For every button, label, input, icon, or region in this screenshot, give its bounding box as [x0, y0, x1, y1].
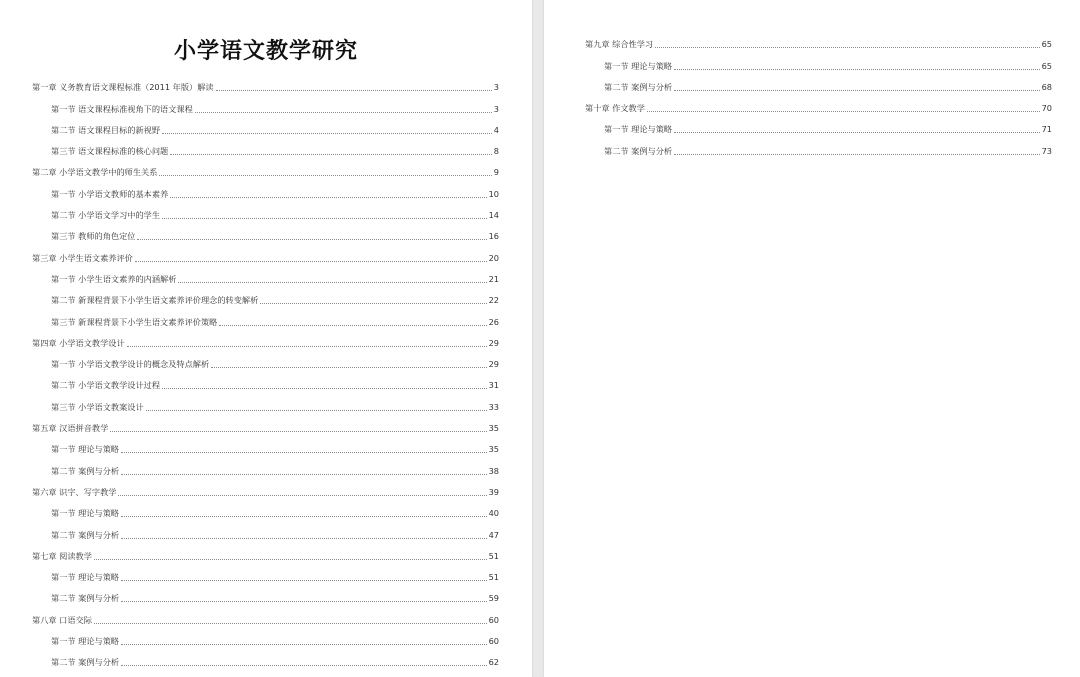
toc-entry-label: 第六章 识字、写字教学: [32, 486, 117, 497]
toc-entry-page-number: 65: [1041, 39, 1052, 50]
toc-dot-leader: [674, 90, 1039, 91]
toc-entry-page-number: 4: [493, 124, 499, 135]
toc-entry-label: 第一节 理论与策略: [51, 508, 120, 519]
document-title: 小学语文教学研究: [173, 38, 358, 64]
toc-dot-leader: [162, 388, 487, 389]
toc-entry-label: 第一节 小学语文教师的基本素养: [51, 188, 169, 199]
toc-entry-section[interactable]: [32, 498, 499, 519]
toc-dot-leader: [135, 261, 487, 262]
toc-entry-label: 第二节 新课程背景下小学生语文素养评价理念的转变解析: [51, 295, 259, 306]
toc-entry-label: 第二节 语文课程目标的新视野: [51, 124, 161, 135]
toc-dot-leader: [137, 239, 486, 240]
toc-dot-leader: [219, 325, 486, 326]
toc-dot-leader: [159, 175, 491, 176]
toc-entry-page-number: 60: [488, 636, 499, 647]
toc-entry-page-number: 31: [488, 380, 499, 391]
toc-dot-leader: [216, 90, 492, 91]
toc-entry-section[interactable]: [32, 626, 499, 647]
toc-dot-leader: [674, 154, 1039, 155]
toc-entry-label: 第一节 理论与策略: [604, 60, 673, 71]
toc-entry-label: 第三章 小学生语文素养评价: [32, 252, 133, 263]
toc-entry-page-number: 39: [488, 486, 499, 497]
toc-dot-leader: [121, 474, 486, 475]
toc-entry-chapter[interactable]: [32, 242, 499, 263]
toc-entry-section[interactable]: [32, 370, 499, 391]
toc-dot-leader: [647, 111, 1040, 112]
toc-entry-label: 第一节 理论与策略: [604, 124, 673, 135]
toc-entry-section[interactable]: [585, 114, 1052, 135]
toc-entry-page-number: 29: [488, 359, 499, 370]
toc-entry-page-number: 38: [488, 465, 499, 476]
toc-entry-label: 第九章 综合性学习: [585, 39, 654, 50]
toc-entry-page-number: 60: [488, 614, 499, 625]
toc-entry-page-number: 65: [1041, 60, 1052, 71]
toc-dot-leader: [146, 410, 487, 411]
toc-dot-leader: [127, 346, 487, 347]
toc-entry-label: 第一节 语文课程标准视角下的语文课程: [51, 103, 193, 114]
toc-entry-page-number: 47: [488, 529, 499, 540]
toc-entry-page-number: 9: [493, 167, 499, 178]
toc-entry-label: 第三节 新课程背景下小学生语文素养评价策略: [51, 316, 218, 327]
toc-entry-section[interactable]: [32, 391, 499, 412]
toc-entry-page-number: 51: [488, 572, 499, 583]
toc-dot-leader: [674, 132, 1039, 133]
toc-entry-page-number: 3: [493, 82, 499, 93]
toc-entry-label: 第二节 案例与分析: [51, 593, 120, 604]
toc-entry-page-number: 20: [488, 252, 499, 263]
toc-entry-label: 第八章 口语交际: [32, 614, 92, 625]
toc-dot-leader: [211, 367, 486, 368]
toc-entry-section[interactable]: [32, 264, 499, 285]
toc-entry-page-number: 10: [488, 188, 499, 199]
toc-entry-section[interactable]: [32, 647, 499, 668]
toc-dot-leader: [162, 133, 492, 134]
toc-entry-label: 第二节 小学语文教学设计过程: [51, 380, 161, 391]
toc-entry-label: 第七章 阅读教学: [32, 550, 92, 561]
toc-entry-label: 第一节 理论与策略: [51, 636, 120, 647]
toc-entry-page-number: 51: [488, 550, 499, 561]
toc-entry-label: 第二节 案例与分析: [51, 529, 120, 540]
toc-entry-page-number: 71: [1041, 124, 1052, 135]
toc-entry-chapter[interactable]: [585, 93, 1052, 114]
table-of-contents-right: [585, 29, 1052, 157]
toc-entry-label: 第二节 案例与分析: [51, 465, 120, 476]
toc-entry-page-number: 22: [488, 295, 499, 306]
toc-entry-label: 第一章 义务教育语文课程标准（2011 年版）解读: [32, 82, 214, 93]
toc-entry-section[interactable]: [32, 562, 499, 583]
toc-entry-page-number: 35: [488, 423, 499, 434]
toc-entry-section[interactable]: [32, 583, 499, 604]
toc-entry-chapter[interactable]: [32, 413, 499, 434]
toc-entry-chapter[interactable]: [32, 157, 499, 178]
toc-entry-label: 第一节 小学语文教学设计的概念及特点解析: [51, 359, 210, 370]
toc-entry-page-number: 73: [1041, 145, 1052, 156]
toc-dot-leader: [121, 516, 486, 517]
toc-entry-section[interactable]: [32, 349, 499, 370]
toc-entry-chapter[interactable]: [32, 541, 499, 562]
toc-entry-label: 第二节 案例与分析: [604, 81, 673, 92]
toc-entry-page-number: 35: [488, 444, 499, 455]
toc-dot-leader: [94, 559, 487, 560]
toc-entry-page-number: 3: [493, 103, 499, 114]
toc-entry-chapter[interactable]: [32, 477, 499, 498]
toc-dot-leader: [118, 495, 486, 496]
toc-entry-section[interactable]: [32, 178, 499, 199]
toc-entry-chapter[interactable]: [32, 328, 499, 349]
toc-entry-page-number: 40: [488, 508, 499, 519]
toc-entry-section[interactable]: [32, 136, 499, 157]
toc-dot-leader: [260, 303, 486, 304]
toc-entry-section[interactable]: [32, 93, 499, 114]
toc-entry-label: 第三节 教师的角色定位: [51, 231, 136, 242]
toc-dot-leader: [178, 282, 486, 283]
toc-dot-leader: [655, 47, 1039, 48]
toc-entry-section[interactable]: [32, 434, 499, 455]
toc-entry-section[interactable]: [32, 200, 499, 221]
toc-dot-leader: [170, 154, 492, 155]
toc-dot-leader: [121, 601, 486, 602]
toc-entry-label: 第四章 小学语文教学设计: [32, 337, 125, 348]
toc-entry-label: 第二章 小学语文教学中的师生关系: [32, 167, 158, 178]
toc-entry-label: 第一节 理论与策略: [51, 444, 120, 455]
toc-entry-page-number: 21: [488, 273, 499, 284]
toc-dot-leader: [674, 69, 1039, 70]
table-of-contents-left: [32, 72, 499, 668]
toc-dot-leader: [170, 197, 486, 198]
toc-entry-page-number: 8: [493, 146, 499, 157]
toc-entry-label: 第五章 汉语拼音教学: [32, 423, 109, 434]
toc-entry-page-number: 14: [488, 210, 499, 221]
toc-dot-leader: [110, 431, 486, 432]
toc-dot-leader: [94, 623, 487, 624]
toc-entry-chapter[interactable]: [585, 29, 1052, 50]
toc-entry-label: 第一节 理论与策略: [51, 572, 120, 583]
toc-entry-section[interactable]: [585, 50, 1052, 71]
toc-dot-leader: [121, 580, 486, 581]
toc-entry-page-number: 59: [488, 593, 499, 604]
toc-entry-label: 第十章 作文教学: [585, 103, 645, 114]
toc-entry-chapter[interactable]: [32, 604, 499, 625]
toc-entry-label: 第三节 小学语文教案设计: [51, 401, 144, 412]
toc-entry-label: 第一节 小学生语文素养的内涵解析: [51, 273, 177, 284]
toc-entry-label: 第二节 小学语文学习中的学生: [51, 210, 161, 221]
toc-entry-page-number: 33: [488, 401, 499, 412]
toc-entry-section[interactable]: [32, 306, 499, 327]
toc-entry-section[interactable]: [32, 285, 499, 306]
toc-entry-label: 第三节 语文课程标准的核心问题: [51, 146, 169, 157]
toc-entry-page-number: 62: [488, 657, 499, 668]
toc-entry-page-number: 26: [488, 316, 499, 327]
toc-entry-page-number: 68: [1041, 81, 1052, 92]
toc-dot-leader: [162, 218, 487, 219]
toc-entry-section[interactable]: [32, 115, 499, 136]
toc-entry-section[interactable]: [585, 72, 1052, 93]
toc-entry-section[interactable]: [585, 135, 1052, 156]
toc-dot-leader: [121, 452, 486, 453]
toc-dot-leader: [121, 644, 486, 645]
toc-dot-leader: [195, 112, 492, 113]
toc-dot-leader: [121, 538, 486, 539]
toc-entry-page-number: 70: [1041, 103, 1052, 114]
toc-entry-chapter[interactable]: [32, 72, 499, 93]
toc-dot-leader: [121, 665, 486, 666]
toc-entry-section[interactable]: [32, 519, 499, 540]
toc-entry-section[interactable]: [32, 455, 499, 476]
toc-entry-label: 第二节 案例与分析: [604, 145, 673, 156]
toc-entry-page-number: 29: [488, 337, 499, 348]
toc-entry-label: 第二节 案例与分析: [51, 657, 120, 668]
toc-entry-page-number: 16: [488, 231, 499, 242]
toc-entry-section[interactable]: [32, 221, 499, 242]
